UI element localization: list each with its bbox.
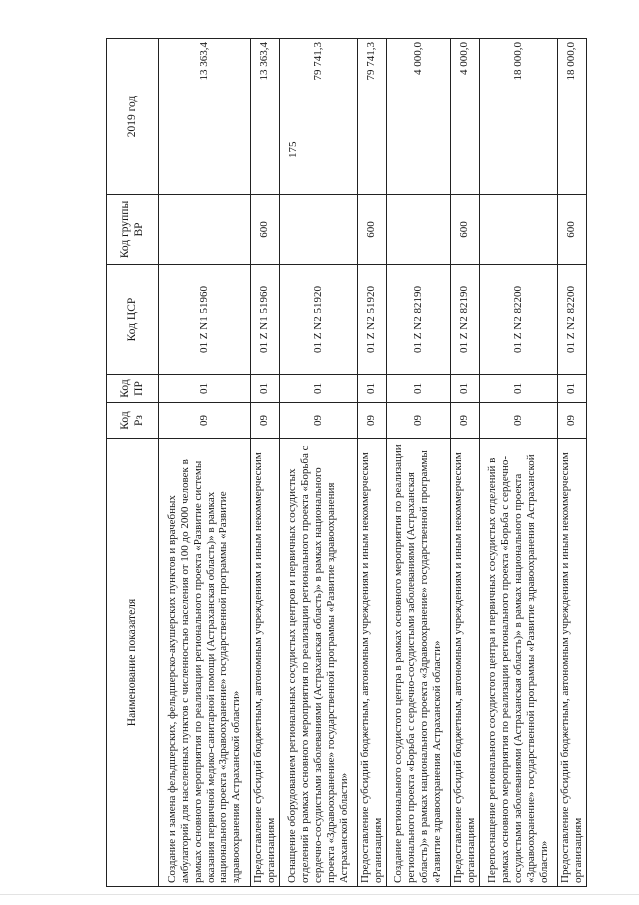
row-amount: 13 363,4 [159, 39, 251, 195]
table-row [357, 39, 386, 887]
rotated-table-container [106, 39, 584, 887]
row-vr: 600 [557, 195, 586, 265]
row-pr: 01 [557, 375, 586, 403]
row-name: Перепоснащение регионального сосудистого центра и первичных сосудистых отделений в рамках основного мероприятия по реализации регионального проекта «Борьба с сердечно-сосудистыми заболеваниями (Астраханская область)» в рамках национального проекта «Здравоохранение» государственной программы «Развитие здравоохранения Астраханской области» [479, 439, 557, 887]
table-row [557, 39, 586, 887]
row-pr: 01 [450, 375, 479, 403]
row-pr: 01 [479, 375, 557, 403]
row-rz: 09 [159, 403, 251, 439]
row-pr: 01 [279, 375, 357, 403]
table-row [450, 39, 479, 887]
table-row [159, 39, 251, 887]
row-csr: 01 Z N2 51920 [357, 265, 386, 375]
row-csr: 01 Z N1 51960 [251, 265, 280, 375]
table-row [279, 39, 357, 887]
row-csr: 01 Z N2 82190 [386, 265, 450, 375]
header-vr: Код группы ВР [107, 195, 159, 265]
table-header-row [107, 39, 159, 887]
row-amount: 79 741,3 [279, 39, 357, 195]
row-vr [279, 195, 357, 265]
row-vr: 600 [357, 195, 386, 265]
row-vr [159, 195, 251, 265]
row-name: Создание регионального сосудистого центра в рамках основного мероприятия по реализации регионального проекта «Борьба с сердечно-сосудистыми заболеваниями (Астраханская область)» в рамках национального проекта «Здравоохранение» государственной программы «Развитие здравоохранения Астраханской области» [386, 439, 450, 887]
row-csr: 01 Z N2 82190 [450, 265, 479, 375]
row-csr: 01 Z N2 82200 [557, 265, 586, 375]
page-number: 175 [287, 141, 299, 158]
row-name: Предоставление субсидий бюджетным, автономным учреждениям и иным некоммерческим организациям [251, 439, 280, 887]
row-vr: 600 [450, 195, 479, 265]
header-pr: Код ПР [107, 375, 159, 403]
row-amount: 4 000,0 [450, 39, 479, 195]
row-name: Предоставление субсидий бюджетным, автономным учреждениям и иным некоммерческим организациям [557, 439, 586, 887]
header-rz: Код Рз [107, 403, 159, 439]
row-name: Создание и замена фельдшерских, фельдшерско-акушерских пунктов и врачебных амбулаторий для населенных пунктов с численностью населения от 100 до 2000 человек в рамках основного мероприятия по реализации регионального проекта «Развитие системы оказания первичной медико-санитарной помощи (Астраханская область)» в рамках национального проекта «Здравоохранение» государственной программы «Развитие здравоохранения Астраханской области» [159, 439, 251, 887]
row-pr: 01 [251, 375, 280, 403]
header-year: 2019 год [107, 39, 159, 195]
row-vr: 600 [251, 195, 280, 265]
row-rz: 09 [386, 403, 450, 439]
row-amount: 13 363,4 [251, 39, 280, 195]
row-csr: 01 Z N1 51960 [159, 265, 251, 375]
table-row [386, 39, 450, 887]
row-csr: 01 Z N2 51920 [279, 265, 357, 375]
row-amount: 18 000,0 [557, 39, 586, 195]
row-amount: 79 741,3 [357, 39, 386, 195]
row-amount: 4 000,0 [386, 39, 450, 195]
row-pr: 01 [159, 375, 251, 403]
scan-edge-line [0, 894, 639, 895]
budget-table [106, 38, 587, 887]
row-rz: 09 [279, 403, 357, 439]
row-rz: 09 [557, 403, 586, 439]
header-csr: Код ЦСР [107, 265, 159, 375]
row-rz: 09 [450, 403, 479, 439]
row-amount: 18 000,0 [479, 39, 557, 195]
header-name: Наименование показателя [107, 439, 159, 887]
row-name: Оснащение оборудованием региональных сосудистых центров и первичных сосудистых отделений в рамках основного мероприятия по реализации регионального проекта «Борьба с сердечно-сосудистыми заболеваниями (Астраханская область)» в рамках национального проекта «Здравоохранение» государственной программы «Развитие здравоохранения Астраханской области» [279, 439, 357, 887]
row-rz: 09 [479, 403, 557, 439]
row-rz: 09 [251, 403, 280, 439]
row-vr [479, 195, 557, 265]
row-pr: 01 [386, 375, 450, 403]
row-name: Предоставление субсидий бюджетным, автономным учреждениям и иным некоммерческим организациям [450, 439, 479, 887]
row-csr: 01 Z N2 82200 [479, 265, 557, 375]
row-name: Предоставление субсидий бюджетным, автономным учреждениям и иным некоммерческим организациям [357, 439, 386, 887]
row-rz: 09 [357, 403, 386, 439]
row-pr: 01 [357, 375, 386, 403]
table-row [251, 39, 280, 887]
row-vr [386, 195, 450, 265]
table-row [479, 39, 557, 887]
